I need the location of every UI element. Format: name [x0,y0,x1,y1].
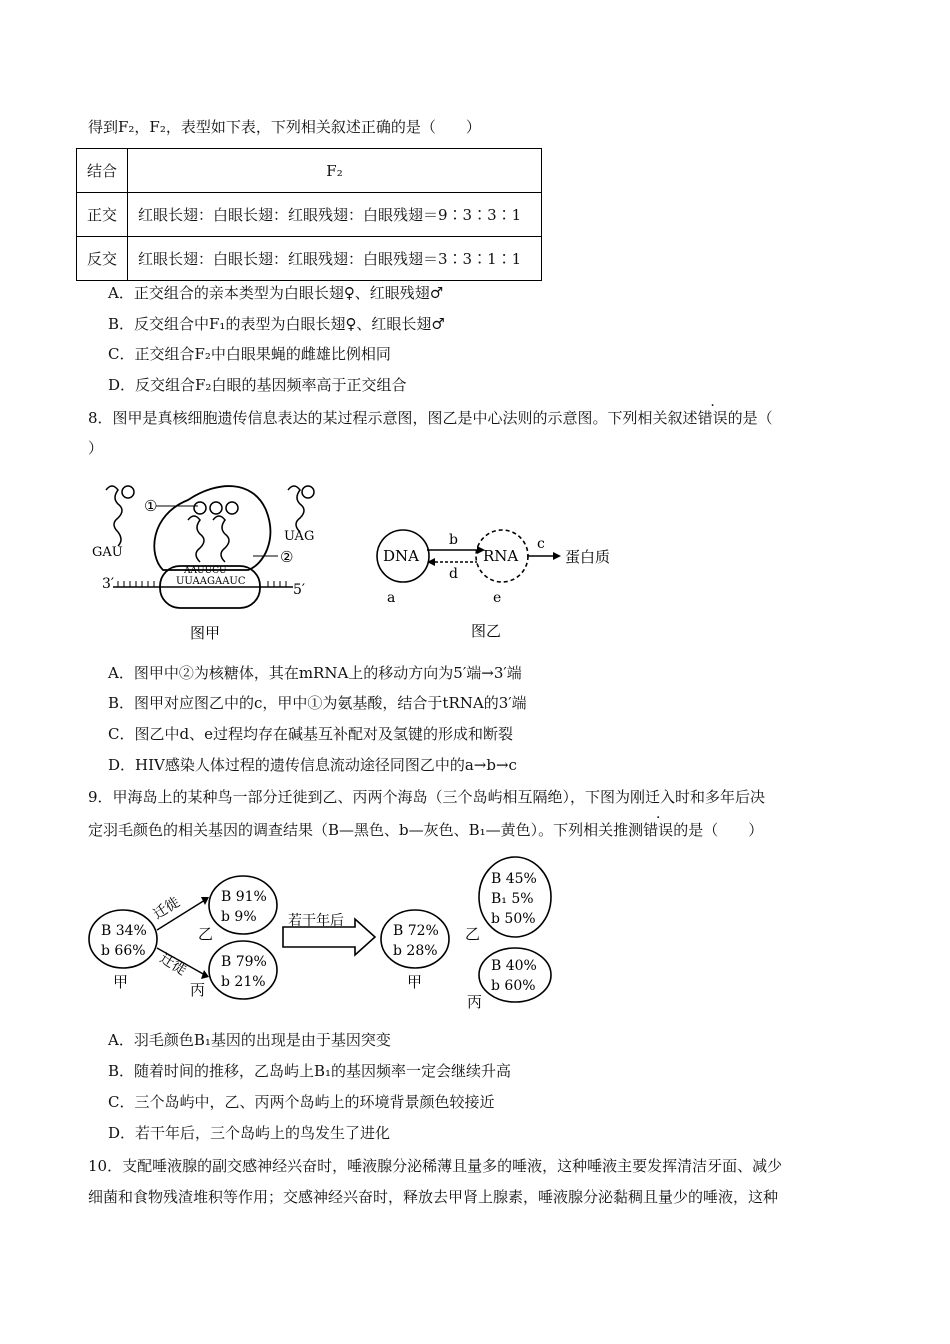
q8-emphasis: 错误 [697,409,728,427]
arrow-c-head [553,552,561,560]
table-row [77,193,542,237]
yi2-b1: B₁ 5% [491,891,534,907]
end-3-label: 3′ [102,576,115,592]
f2-table [76,148,542,281]
table-cell: 结合 [77,149,128,193]
figure-jia-caption: 图甲 [190,624,221,642]
yi1-bb: b 9% [221,909,257,925]
trna-middle [188,516,204,562]
jia1-bb: b 66% [101,943,146,959]
amino-acid [302,486,314,498]
island-jia-before [89,910,157,968]
label-yi-before: 乙 [198,925,214,943]
label-bing-before: 丙 [190,981,206,999]
amino-acid [210,502,222,514]
q9-emphasis: 错误 [643,821,674,839]
jia1-b: B 34% [101,923,147,939]
end-5-label: 5′ [293,582,306,598]
q8-stem-text: 8．图甲是真核细胞遗传信息表达的某过程示意图，图乙是中心法则的示意图。下列相关叙述 [88,409,698,427]
q7-option-a: A．正交组合的亲本类型为白眼长翅♀、红眼残翅♂ [108,284,444,302]
label-bing-after: 丙 [467,993,483,1011]
q9-stem-tail: 的是（ ） [673,821,764,839]
amino-acid [194,502,206,514]
label-b: b [449,532,458,548]
figure-yi-caption: 图乙 [471,622,502,640]
ribosome-large-subunit [154,486,270,570]
q8-option-b: B．图甲对应图乙中的c，甲中①为氨基酸，结合于tRNA的3′端 [108,694,527,712]
table-cell: 红眼长翅：白眼长翅：红眼残翅：白眼残翅＝9∶3∶3∶1 [128,193,542,237]
q7-option-d: D．反交组合F₂白眼的基因频率高于正交组合 [108,376,407,394]
question-intro: 得到F₂，F₂，表型如下表，下列相关叙述正确的是（ ） [88,118,481,136]
island-yi-before [209,876,277,934]
label-jia-after: 甲 [407,973,423,991]
table-row [77,149,542,193]
table-cell: 红眼长翅：白眼长翅：红眼残翅：白眼残翅＝3∶3∶1∶1 [128,237,542,281]
yi2-b: B 45% [491,871,537,887]
anticodon-label: AAUUCU [184,566,227,576]
trna-middle-2 [213,516,229,562]
figure-islands [85,855,565,1015]
yi2-bb: b 50% [491,911,536,927]
protein-label: 蛋白质 [565,548,611,566]
q8-stem [88,408,773,428]
mrna-sequence: UUAAGAAUC [176,576,246,587]
jia2-bb: b 28% [393,943,438,959]
rna-label: RNA [483,547,519,565]
label-e: e [493,590,502,606]
table-cell: 反交 [77,237,128,281]
table-row [77,237,542,281]
island-bing-before [209,941,277,999]
time-label: 若干年后 [288,913,344,929]
q7-option-c: C．正交组合F₂中白眼果蝇的雌雄比例相同 [108,345,391,363]
migrate-label-up: 迁徙 [150,894,183,923]
q10-line2: 细菌和食物残渣堆积等作用；交感神经兴奋时，释放去甲肾上腺素，唾液腺分泌黏稠且量少的唾液，这种 [88,1188,779,1206]
q9-option-c: C．三个岛屿中，乙、丙两个岛屿上的环境背景颜色较接近 [108,1093,495,1111]
table-cell: 正交 [77,193,128,237]
q9-stem-line1: 9．甲海岛上的某种鸟一部分迁徙到乙、丙两个海岛（三个岛屿相互隔绝），下图为刚迁入时和多年后决 [88,788,766,806]
q8-option-a: A．图甲中②为核糖体，其在mRNA上的移动方向为5′端→3′端 [108,664,522,682]
q9-stem-line2 [88,820,763,840]
migrate-arrow-down-head [201,970,209,979]
bing2-b: B 40% [491,958,537,974]
q8-stem-line2: ） [88,439,104,457]
label-c: c [537,536,545,552]
jia2-b: B 72% [393,923,439,939]
yi1-b: B 91% [221,889,267,905]
codon-left: GAU [92,545,123,560]
amino-acid [226,502,238,514]
figure-jia [88,470,328,645]
q9-option-a: A．羽毛颜色B₁基因的出现是由于基因突变 [108,1031,391,1049]
dna-label: DNA [383,547,419,565]
q9-option-d: D．若干年后，三个岛屿上的鸟发生了进化 [108,1124,391,1142]
q9-stem-text: 定羽毛颜色的相关基因的调查结果（B—黑色、b—灰色、B₁—黄色）。下列相关推测 [88,821,644,839]
label-d: d [449,566,458,582]
mark-1: ① [144,497,158,515]
q7-option-b: B．反交组合中F₁的表型为白眼长翅♀、红眼长翅♂ [108,315,445,333]
codon-right: UAG [284,529,315,544]
label-yi-after: 乙 [465,925,481,943]
migrate-label-down: 迁徙 [156,950,189,979]
q8-option-c: C．图乙中d、e过程均存在碱基互补配对及氢键的形成和断裂 [108,725,513,743]
amino-acid [122,486,134,498]
island-jia-after [381,910,449,968]
mark-2: ② [280,548,294,566]
trna-left [106,486,122,546]
bing2-bb: b 60% [491,978,536,994]
bing1-bb: b 21% [221,974,266,990]
q9-option-b: B．随着时间的推移，乙岛屿上B₁的基因频率一定会继续升高 [108,1062,512,1080]
q10-line1: 10．支配唾液腺的副交感神经兴奋时，唾液腺分泌稀薄且量多的唾液，这种唾液主要发挥清洁牙面、减少 [88,1157,783,1175]
figure-yi [365,500,635,645]
table-cell: F₂ [128,149,542,193]
q8-option-d: D．HIV感染人体过程的遗传信息流动途径同图乙中的a→b→c [108,756,517,774]
label-a: a [387,590,396,606]
q8-stem-tail: 的是（ [727,409,773,427]
bing1-b: B 79% [221,954,267,970]
label-jia-before: 甲 [113,973,129,991]
